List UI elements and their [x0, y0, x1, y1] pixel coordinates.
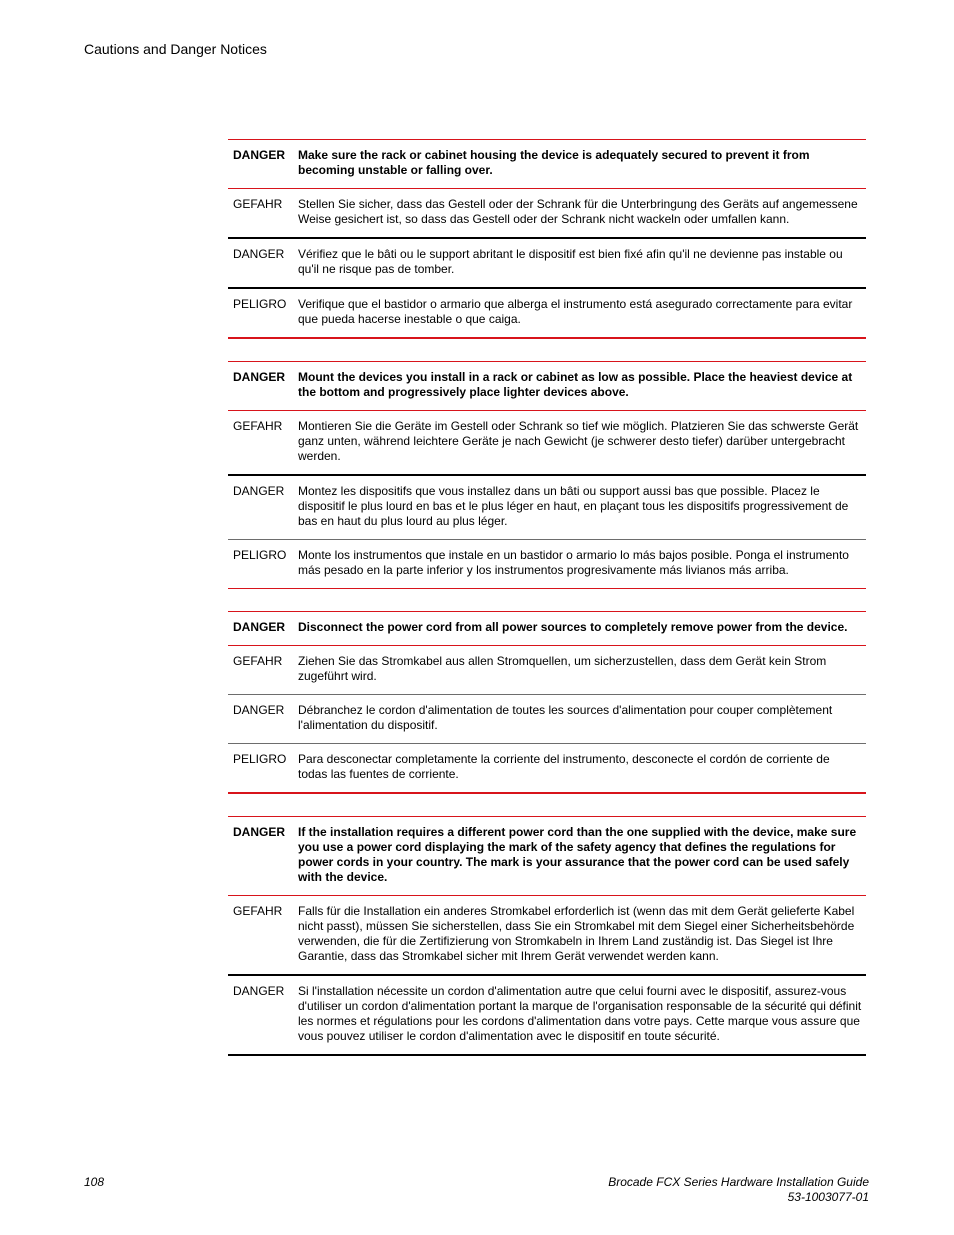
- guide-title: Brocade FCX Series Hardware Installation Guide: [608, 1175, 869, 1189]
- page-number: 108: [84, 1175, 105, 1189]
- notice-block-disconnect-power: [228, 611, 866, 794]
- notice-text: Mount the devices you install in a rack or cabinet as low as possible. Place the heaviest device at the bottom and progressively place lighter devices above.: [298, 370, 853, 399]
- notice-row-french: [228, 476, 866, 540]
- notice-label: DANGER: [233, 148, 286, 162]
- notice-label: DANGER: [233, 620, 286, 634]
- notice-label: GEFAHR: [233, 654, 283, 668]
- notice-label: GEFAHR: [233, 904, 283, 918]
- notice-text: Make sure the rack or cabinet housing the device is adequately secured to prevent it from becoming unstable or falling over.: [298, 148, 810, 177]
- notice-label: DANGER: [233, 370, 286, 384]
- notice-text: Ziehen Sie das Stromkabel aus allen Stromquellen, um sicherzustellen, dass dem Gerät kein Strom zugeführt wird.: [298, 654, 827, 683]
- notice-label: PELIGRO: [233, 548, 287, 562]
- notice-row-french: [228, 976, 866, 1056]
- footer-doc-info: [608, 1175, 869, 1205]
- doc-number: 53-1003077-01: [787, 1190, 869, 1204]
- running-header: Cautions and Danger Notices: [84, 41, 267, 57]
- notice-block-rack-secured: [228, 139, 866, 339]
- notice-text: Falls für die Installation ein anderes Stromkabel erforderlich ist (wenn das mit dem Gerät gelieferte Kabel nicht passt), müssen Sie sicherstellen, dass Sie ein Stromkabel mit dem Siegel einer Sicherheitsbehörde verwenden, die für die Zertifizierung von Stromkabeln in Ihrem Land zuständig ist. Das Siegel ist Ihre Garantie, dass das Stromkabel sicher mit Ihrem Gerät verwendet werden kann.: [298, 904, 855, 963]
- notice-text: Vérifiez que le bâti ou le support abritant le dispositif est bien fixé afin qu'il ne devienne pas instable ou qu'il ne risque pas de tomber.: [298, 247, 843, 276]
- notice-label: PELIGRO: [233, 297, 287, 311]
- notice-label: DANGER: [233, 703, 285, 717]
- notice-row-french: [228, 695, 866, 744]
- notice-text: Montez les dispositifs que vous installez dans un bâti ou support aussi bas que possible. Placez le dispositif le plus lourd en bas et le plus léger en haut, en plaçant tous les dispositifs progressivement de bas en haut du plus lourd au plus léger.: [298, 484, 849, 528]
- danger-notices: [228, 139, 866, 1056]
- notice-row-english: [228, 140, 866, 189]
- notice-text: Montieren Sie die Geräte im Gestell oder Schrank so tief wie möglich. Platzieren Sie das schwerste Gerät ganz unten, während leichtere Geräte je nach Gewicht (je schwerer desto tiefer) darüber untergebracht werden.: [298, 419, 859, 463]
- notice-row-english: [228, 362, 866, 411]
- notice-label: DANGER: [233, 825, 286, 839]
- notice-label: GEFAHR: [233, 197, 283, 211]
- notice-text: If the installation requires a different power cord than the one supplied with the device, make sure you use a power cord displaying the mark of the safety agency that defines the regulations for power cords in your country. The mark is your assurance that the power cord can be used safely with the device.: [298, 825, 857, 884]
- notice-block-power-cord: [228, 816, 866, 1056]
- notice-row-german: [228, 189, 866, 239]
- notice-row-german: [228, 646, 866, 695]
- notice-row-english: [228, 817, 866, 896]
- notice-row-english: [228, 612, 866, 646]
- notice-label: DANGER: [233, 484, 285, 498]
- notice-label: GEFAHR: [233, 419, 283, 433]
- notice-row-spanish: [228, 540, 866, 589]
- notice-row-french: [228, 239, 866, 289]
- notice-row-german: [228, 411, 866, 476]
- notice-text: Stellen Sie sicher, dass das Gestell oder der Schrank für die Unterbringung des Geräts auf angemessene Weise gesichert ist, so dass das Gestell oder der Schrank nicht wackeln oder umfallen kann.: [298, 197, 858, 226]
- notice-row-german: [228, 896, 866, 976]
- notice-text: Disconnect the power cord from all power sources to completely remove power from the device.: [298, 620, 848, 634]
- notice-row-spanish: [228, 744, 866, 794]
- notice-text: Débranchez le cordon d'alimentation de toutes les sources d'alimentation pour couper complètement l'alimentation du dispositif.: [298, 703, 833, 732]
- notice-text: Verifique que el bastidor o armario que alberga el instrumento está asegurado correctamente para evitar que pueda hacerse inestable o que caiga.: [298, 297, 853, 326]
- notice-text: Si l'installation nécessite un cordon d'alimentation autre que celui fourni avec le dispositif, assurez-vous d'utiliser un cordon d'alimentation portant la marque de l'organisation responsable de la sécurité qui définit les normes et régulations pour les cordons d'alimentation dans votre pays. Cette marque vous assure que vous pouvez utiliser le cordon d'alimentation avec le dispositif en toute sécurité.: [298, 984, 862, 1043]
- notice-block-mount-low: [228, 361, 866, 589]
- notice-text: Para desconectar completamente la corriente del instrumento, desconecte el cordón de corriente de todas las fuentes de corriente.: [298, 752, 830, 781]
- notice-row-spanish: [228, 289, 866, 339]
- notice-label: DANGER: [233, 247, 285, 261]
- notice-label: PELIGRO: [233, 752, 287, 766]
- notice-label: DANGER: [233, 984, 285, 998]
- notice-text: Monte los instrumentos que instale en un bastidor o armario lo más bajos posible. Ponga el instrumento más pesado en la parte inferior y los instrumentos progresivamente más livianos más arriba.: [298, 548, 849, 577]
